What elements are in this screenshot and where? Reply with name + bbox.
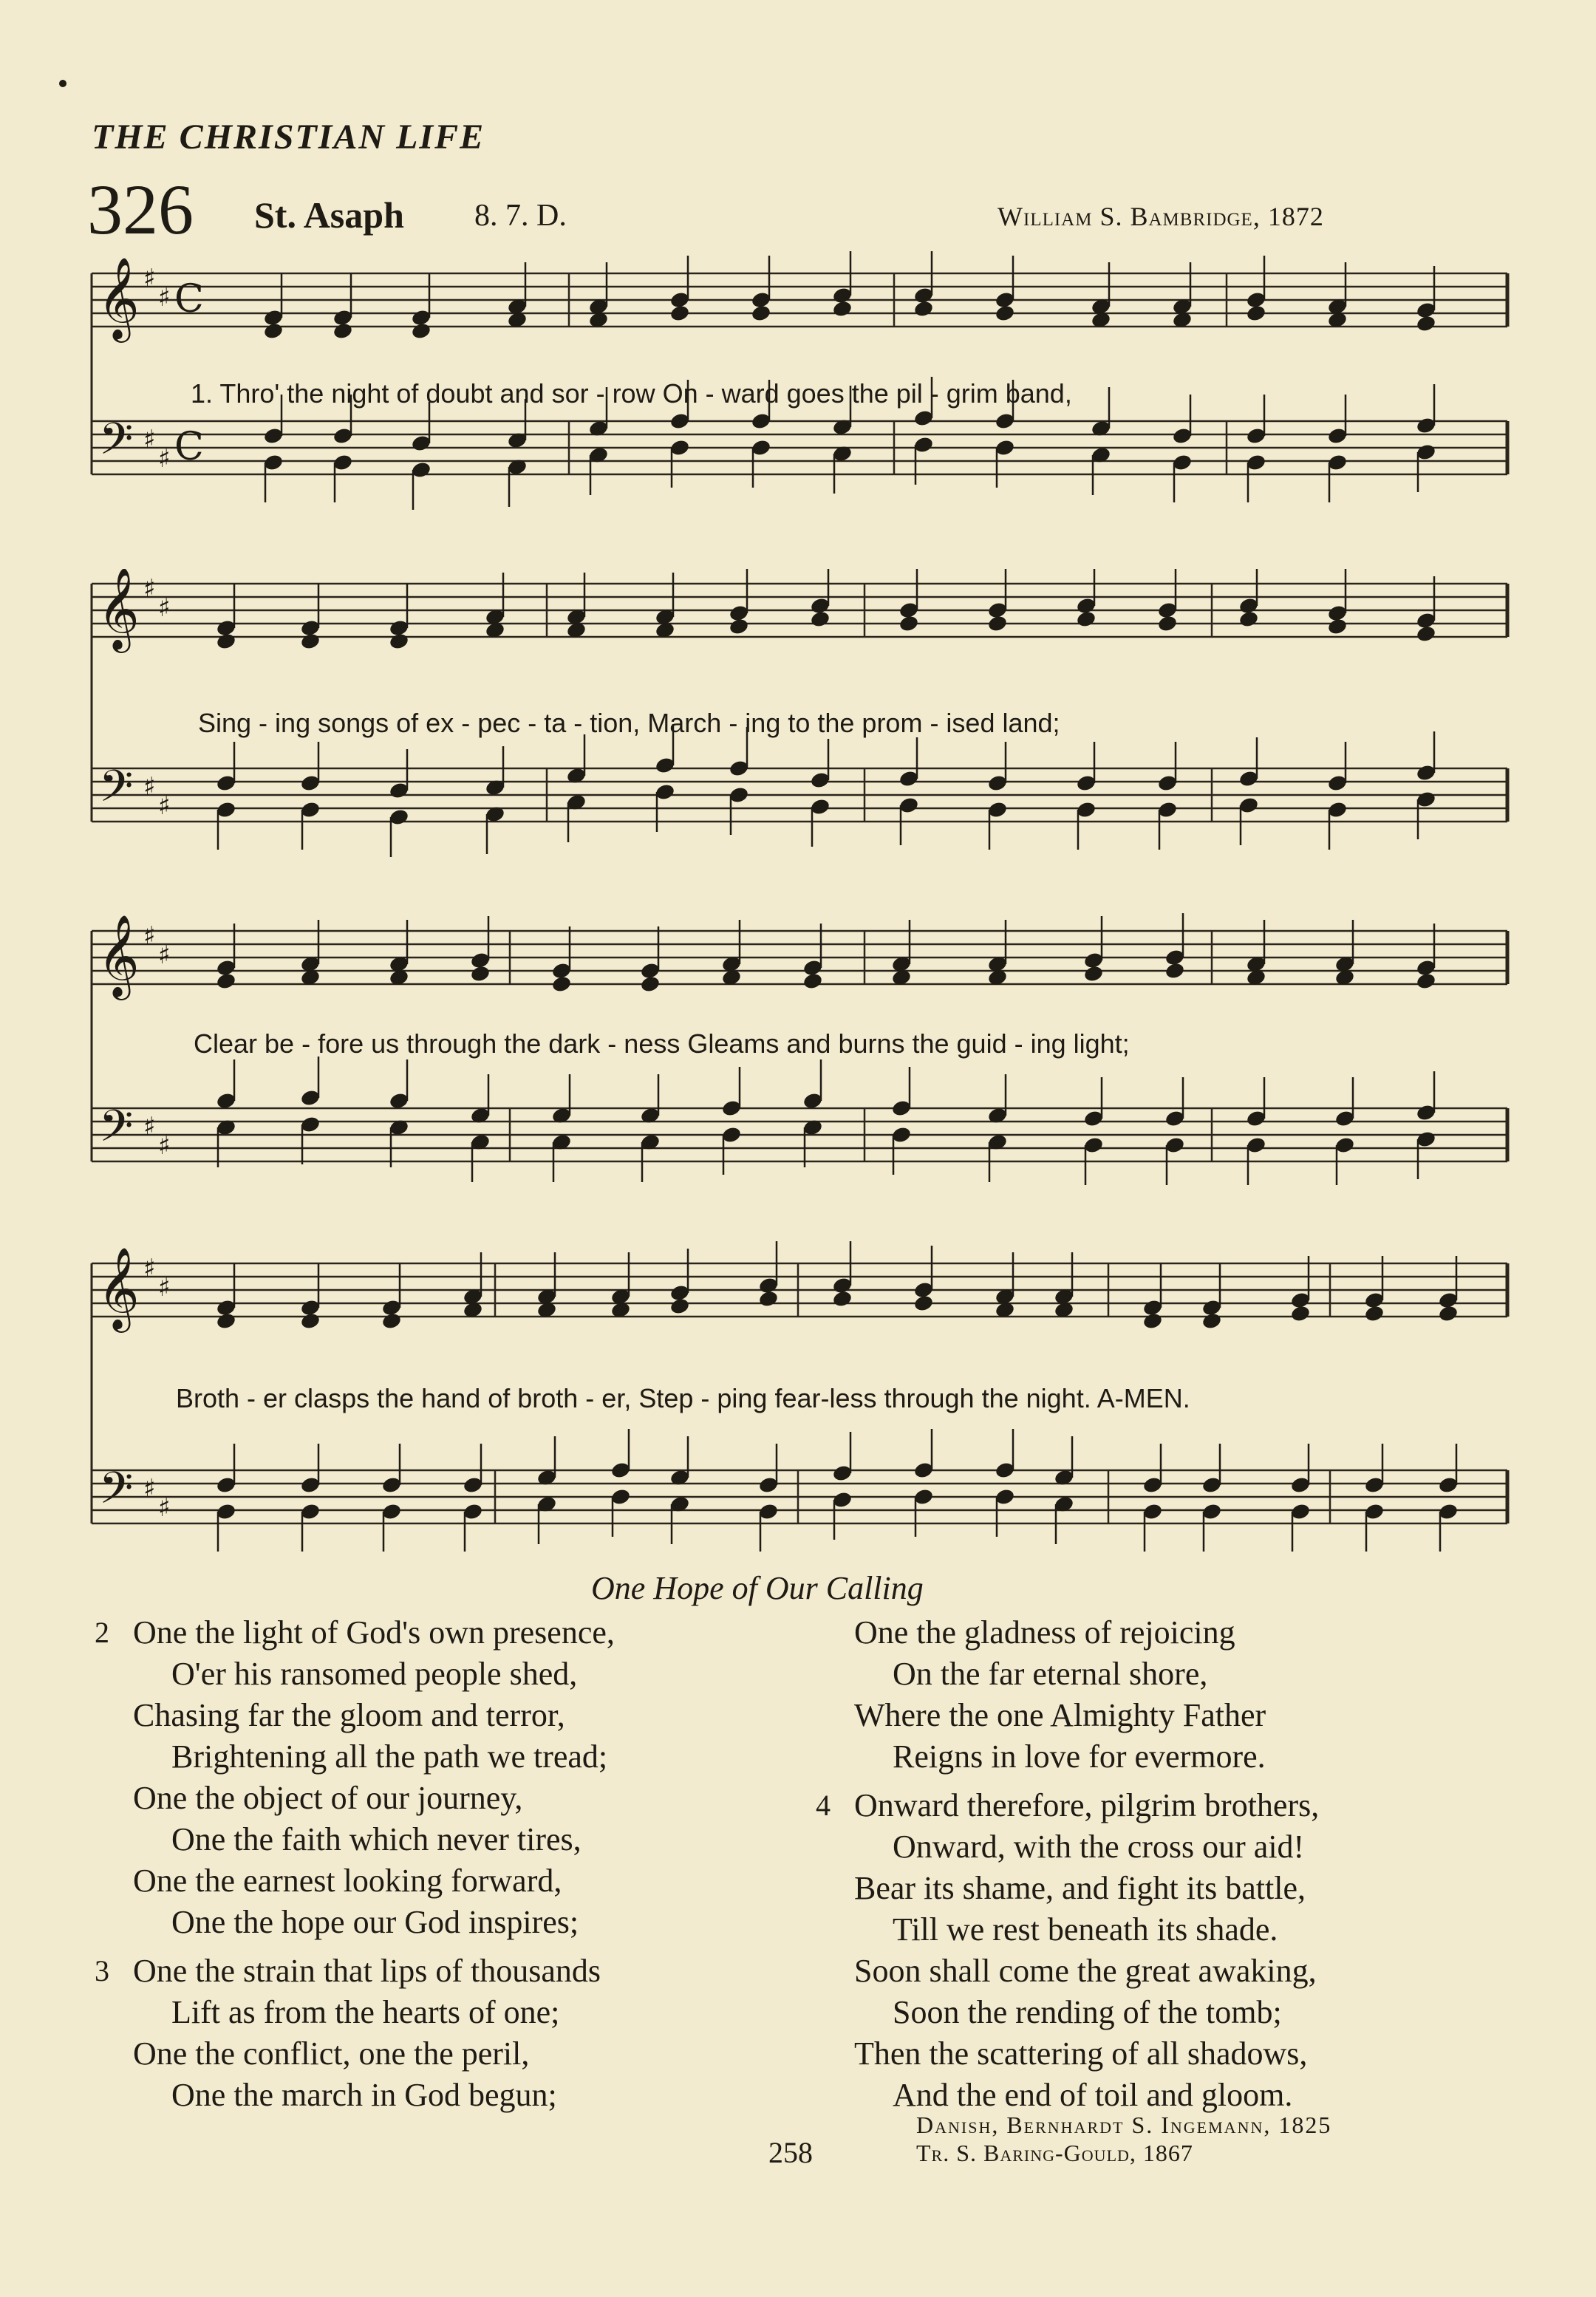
stanza-2 bbox=[95, 1612, 615, 1943]
key-sharp: ♯ bbox=[143, 1254, 156, 1283]
verse-line: Till we rest beneath its shade. bbox=[893, 1911, 1278, 1948]
note-head bbox=[995, 304, 1016, 322]
bass-clef: 𝄢 bbox=[99, 760, 134, 822]
key-sharp: ♯ bbox=[143, 574, 156, 604]
note-head bbox=[332, 321, 354, 340]
stanzas-left-column bbox=[95, 1612, 615, 2123]
note-head bbox=[1083, 964, 1105, 983]
stanzas-right-column bbox=[816, 1612, 1320, 2123]
note-head bbox=[1364, 1304, 1385, 1322]
note-head bbox=[913, 299, 935, 318]
key-sharp: ♯ bbox=[143, 1112, 156, 1141]
note-head bbox=[1438, 1304, 1459, 1322]
verse-line: One the gladness of rejoicing bbox=[854, 1614, 1235, 1651]
verse-line: One the light of God's own presence, bbox=[133, 1614, 615, 1651]
note-head bbox=[913, 1294, 935, 1312]
stanza-number: 3 bbox=[95, 1954, 109, 1987]
translator-credit: Tr. S. Baring-Gould, 1867 bbox=[916, 2140, 1193, 2166]
key-sharp: ♯ bbox=[143, 264, 156, 293]
verse-line: And the end of toil and gloom. bbox=[893, 2077, 1293, 2113]
verse-line: Soon the rending of the tomb; bbox=[893, 1994, 1282, 2030]
stanza-3 bbox=[95, 1950, 615, 2116]
note-head bbox=[216, 972, 237, 990]
verse-line: Soon shall come the great awaking, bbox=[854, 1953, 1317, 1989]
note-head bbox=[470, 964, 491, 983]
note-head bbox=[1142, 1311, 1164, 1330]
note-head bbox=[551, 975, 573, 993]
verse-line: Onward, with the cross our aid! bbox=[893, 1829, 1305, 1865]
key-sharp: ♯ bbox=[158, 941, 171, 970]
note-head bbox=[1327, 617, 1348, 635]
key-sharp: ♯ bbox=[158, 1131, 171, 1161]
key-sharp: ♯ bbox=[143, 772, 156, 802]
verse-line: Bear its shame, and fight its battle, bbox=[854, 1870, 1306, 1906]
verse-line: Lift as from the hearts of one; bbox=[171, 1994, 560, 2030]
lyric-line-2: Sing - ing songs of ex - pec - ta - tion, March - ing to the prom - ised land; bbox=[198, 708, 1060, 738]
treble-clef: 𝄞 bbox=[98, 569, 140, 649]
key-sharp: ♯ bbox=[143, 921, 156, 951]
note-head bbox=[802, 972, 824, 990]
verse-line: Brightening all the path we tread; bbox=[171, 1738, 608, 1775]
note-head bbox=[669, 304, 691, 322]
page-number: 258 bbox=[768, 2136, 813, 2169]
note-head bbox=[810, 610, 831, 628]
note-head bbox=[832, 1289, 853, 1308]
key-sharp: ♯ bbox=[143, 1474, 156, 1504]
key-sharp: ♯ bbox=[158, 444, 171, 474]
note-head bbox=[729, 617, 750, 635]
author-credit: Danish, Bernhardt S. Ingemann, 1825 bbox=[916, 2112, 1332, 2138]
bass-clef: 𝄢 bbox=[99, 1462, 134, 1524]
key-sharp: ♯ bbox=[158, 593, 171, 623]
verse-line: One the hope our God inspires; bbox=[171, 1904, 579, 1940]
note-head bbox=[216, 1311, 237, 1330]
key-sharp: ♯ bbox=[143, 425, 156, 454]
verse-line: One the march in God begun; bbox=[171, 2077, 557, 2113]
treble-clef: 𝄞 bbox=[98, 256, 140, 339]
verse-line: Then the scattering of all shadows, bbox=[854, 2035, 1308, 2072]
stanza-4 bbox=[816, 1785, 1320, 2116]
lyric-line-1: 1. Thro' the night of doubt and sor - row On - ward goes the pil - grim band, bbox=[191, 378, 1072, 409]
note-head bbox=[263, 321, 284, 340]
note-head bbox=[669, 1297, 691, 1315]
treble-clef: 𝄞 bbox=[98, 914, 140, 997]
note-head bbox=[1076, 610, 1097, 628]
verse-line: Onward therefore, pilgrim brothers, bbox=[854, 1787, 1320, 1823]
note-head bbox=[1416, 624, 1437, 643]
treble-clef: 𝄞 bbox=[98, 1246, 140, 1329]
verse-line: O'er his ransomed people shed, bbox=[171, 1656, 578, 1692]
note-head bbox=[898, 614, 920, 632]
note-head bbox=[300, 632, 321, 650]
note-head bbox=[389, 632, 410, 650]
note-head bbox=[1416, 972, 1437, 990]
key-sharp: ♯ bbox=[158, 1273, 171, 1303]
section-heading: THE CHRISTIAN LIFE bbox=[92, 117, 485, 157]
verse-line: One the strain that lips of thousands bbox=[133, 1953, 601, 1989]
note-head bbox=[832, 299, 853, 318]
bass-clef: 𝄢 bbox=[99, 413, 134, 475]
hymn-title: One Hope of Our Calling bbox=[591, 1570, 924, 1606]
note-head bbox=[640, 975, 661, 993]
note-head bbox=[1157, 614, 1179, 632]
tune-name: St. Asaph bbox=[254, 194, 404, 236]
verse-line: Chasing far the gloom and terror, bbox=[133, 1697, 565, 1733]
note-head bbox=[1238, 610, 1260, 628]
time-signature: C bbox=[174, 277, 204, 321]
note-head bbox=[1416, 314, 1437, 332]
margin-dot bbox=[59, 80, 66, 87]
time-signature: C bbox=[174, 425, 204, 469]
hymn-number: 326 bbox=[87, 170, 194, 249]
note-head bbox=[381, 1311, 403, 1330]
verse-line: On the far eternal shore, bbox=[893, 1656, 1208, 1692]
lyric-line-3: Clear be - fore us through the dark - ness Gleams and burns the guid - ing light; bbox=[194, 1028, 1130, 1059]
verse-line: One the object of our journey, bbox=[133, 1780, 523, 1816]
note-head bbox=[300, 1311, 321, 1330]
key-sharp: ♯ bbox=[158, 283, 171, 313]
note-head bbox=[1164, 961, 1186, 980]
verse-line: One the conflict, one the peril, bbox=[133, 2035, 530, 2072]
stanza-number: 4 bbox=[816, 1789, 831, 1822]
note-head bbox=[1290, 1304, 1312, 1322]
note-head bbox=[411, 321, 432, 340]
key-sharp: ♯ bbox=[158, 791, 171, 821]
lyric-line-4: Broth - er clasps the hand of broth - er, Step - ping fear-less through the night. A-MEN. bbox=[176, 1383, 1190, 1413]
note-head bbox=[758, 1289, 780, 1308]
verse-line: Where the one Almighty Father bbox=[854, 1697, 1266, 1733]
composer: William S. Bambridge, 1872 bbox=[998, 202, 1324, 231]
verse-line: One the faith which never tires, bbox=[171, 1821, 582, 1857]
stanza-3-continued bbox=[854, 1612, 1319, 1778]
note-head bbox=[751, 304, 772, 322]
verse-line: One the earnest looking forward, bbox=[133, 1863, 562, 1899]
key-sharp: ♯ bbox=[158, 1493, 171, 1523]
stanza-number: 2 bbox=[95, 1616, 109, 1649]
bass-clef: 𝄢 bbox=[99, 1100, 134, 1162]
note-head bbox=[216, 632, 237, 650]
note-head bbox=[1246, 304, 1267, 322]
note-head bbox=[987, 614, 1009, 632]
verse-line: Reigns in love for evermore. bbox=[893, 1738, 1266, 1775]
note-head bbox=[1201, 1311, 1223, 1330]
meter: 8. 7. D. bbox=[474, 199, 567, 233]
